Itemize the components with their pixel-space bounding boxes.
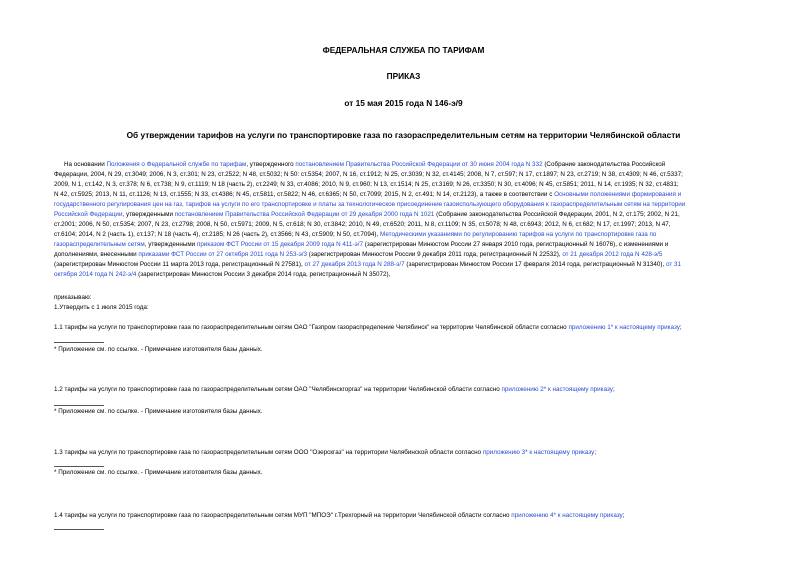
link-basic-provisions-cont[interactable]: государственного регулирования цен на газ, тарифов на услуги по его транспортировке и платы за технологическое присоединение газоиспользующего оборудования к газораспределительным сетям на территории: [54, 201, 686, 208]
footnote-divider: [54, 466, 104, 467]
preamble-line: На основании Положения о Федеральной службе по тарифам, утвержденного постановлением Правительства Российской Федерации от 30 июня 2004 года N 332 (Собрание законодательства Российской: [64, 161, 666, 168]
prikazyvayu: приказываю:: [54, 294, 92, 301]
link-appendix-2[interactable]: приложению 2* к настоящему приказу: [501, 386, 613, 393]
link-government-decree-332[interactable]: постановлением Правительства Российской Федерации от 30 июня 2004 года N 332: [295, 161, 543, 168]
date-number: от 15 мая 2015 года N 146-э/9: [344, 98, 463, 108]
footnote: * Приложение см. по ссылке. - Примечание изготовителя базы данных.: [54, 346, 263, 353]
footnote-divider: [54, 405, 104, 406]
link-order-242-end[interactable]: октября 2014 года N 242-э/4: [54, 271, 137, 278]
preamble-line: дополнениями, внесенными приказами ФСТ России от 27 октября 2011 года N 253-э/3 (зарегистрирован Минюстом России 9 декабря 2011 года, регистрационный N 22532), от 21 декабря 2012 года N 428-э/5: [54, 251, 663, 258]
link-basic-provisions[interactable]: Основными положениями формирования и: [554, 191, 682, 198]
preamble-line: Российской Федерации, утвержденными постановлением Правительства Российской Федерации от 29 декабря 2000 года N 1021 (Собрание законодательства Российской Федерации, 2001, N 2, ст.175; 2002, N 21,: [54, 211, 680, 218]
footnote: * Приложение см. по ссылке. - Примечание изготовителя базы данных.: [54, 408, 263, 415]
item-1: 1.Утвердить с 1 июля 2015 года:: [54, 304, 149, 311]
link-methodical-guidelines[interactable]: Методическими указаниями по регулированию тарифов на услуги по транспортировке газа по: [380, 231, 657, 238]
item-1-4: 1.4 тарифы на услуги по транспортировке газа по газораспределительным сетям МУП "МПОЭ" г.Трехгорный на территории Челябинской области согласно приложению 4* к настоящему приказу;: [54, 512, 625, 519]
item-1-3: 1.3 тарифы на услуги по транспортировке газа по газораспределительным сетям ООО "Озерскгаз" на территории Челябинской области согласно приложению 3* к настоящему приказу;: [54, 449, 597, 456]
link-order-253[interactable]: приказами ФСТ России от 27 октября 2011 года N 253-э/3: [138, 251, 308, 258]
document-title: Об утверждении тарифов на услуги по транспортировке газа по газораспределительным сетям на территории Челябинской области: [126, 130, 681, 140]
footnote-divider: [54, 342, 104, 343]
link-government-decree-1021[interactable]: постановлением Правительства Российской Федерации от 29 декабря 2000 года N 1021: [174, 211, 435, 218]
link-order-428[interactable]: от 21 декабря 2012 года N 428-э/5: [562, 251, 663, 258]
preamble-line: N 42, ст.5925; 2013, N 11, ст.1126; N 13, ст.1555; N 33, ст.4386; N 45, ст.5811, ст.5822; N 46, ст.6365; N 50, ст.7099; 2015, N 2, ст.491; N 14, ст.2123), а также в соответствии с Основными положениями формирования и: [54, 191, 682, 198]
link-appendix-4[interactable]: приложению 4* к настоящему приказу: [511, 512, 623, 519]
preamble-line: Федерации, 2004, N 29, ст.3049; 2006, N 3, ст.301; N 23, ст.2522; N 48, ст.5032; N 50: ст.5354; 2007, N 16, ст.1912; N 25, ст.3039; N 32, ст.4145; 2008, N 7, ст.597; N 17, ст.1897; N 23, ст.2719; N 38, ст.4309; N 46, ст.5337;: [54, 171, 683, 178]
link-appendix-1[interactable]: приложению 1* к настоящему приказу: [568, 324, 680, 331]
item-1-1: 1.1 тарифы на услуги по транспортировке газа по газораспределительным сетям ОАО "Газпром газораспределение Челябинск" на территории Челябинской области согласно приложению 1* к настоящему приказу;: [54, 324, 682, 331]
link-methodical-guidelines-end[interactable]: газораспределительным сетям: [54, 241, 145, 248]
link-order-242[interactable]: от 31: [665, 261, 681, 268]
footnote-divider: [54, 529, 104, 530]
item-1-2: 1.2 тарифы на услуги по транспортировке газа по газораспределительным сетям ОАО "Челябинскгоргаз" на территории Челябинской области согласно приложению 2* к настоящему приказу;: [54, 386, 615, 393]
preamble-line: ст.6104; 2014, N 2 (часть 1), ст.137; N 18 (часть 4), ст.2185; N 26 (часть 2), ст.3566; N 43, ст.5909; N 50, ст.7094), Методическими указаниями по регулированию тарифов на услуги по транспортировке газа по: [54, 231, 657, 238]
footnote: * Приложение см. по ссылке. - Примечание изготовителя базы данных.: [54, 469, 263, 476]
link-fst-regulation[interactable]: Положения о Федеральной службе по тарифам: [106, 161, 247, 168]
preamble-line: (зарегистрирован Минюстом России 11 марта 2013 года, регистрационный N 27581), от 27 декабря 2013 года N 288-э/7 (зарегистрирован Минюстом России 17 февраля 2014 года, регистрационный N 31340), от 31: [54, 261, 681, 268]
agency-title: ФЕДЕРАЛЬНАЯ СЛУЖБА ПО ТАРИФАМ: [322, 45, 485, 55]
link-order-411[interactable]: приказом ФСТ России от 15 декабря 2009 года N 411-э/7: [196, 241, 363, 248]
preamble-line: 2009, N 1, ст.142, N 3, ст.378; N 6, ст.738; N 9, ст.1119; N 18 (часть 2), ст.2249; N 33, ст.4086; 2010, N 9, ст.960; N 13, ст.1514; N 25, ст.3169; N 26, ст.3350; N 30, ст.4096; N 45, ст.5851; 2011, N 14, ст.1935; N 32, ст.4831;: [54, 181, 679, 188]
preamble-line: октября 2014 года N 242-э/4 (зарегистрирован Минюстом России 3 декабря 2014 года, регистрационный N 35072),: [54, 271, 391, 278]
preamble-line: [54, 200, 685, 210]
preamble-line: газораспределительным сетям, утвержденными приказом ФСТ России от 15 декабря 2009 года N 411-э/7 (зарегистрирован Минюстом России 27 января 2010 года, регистрационный N 16076), с изменениями и: [54, 241, 669, 248]
link-appendix-3[interactable]: приложению 3* к настоящему приказу: [482, 449, 595, 456]
doc-type: ПРИКАЗ: [386, 71, 421, 81]
preamble-line: ст.2001; 2006, N 50, ст.5354; 2007, N 23, ст.2798; 2008, N 50, ст.5971; 2009, N 5, ст.618; N 30, ст.3842; 2010, N 49, ст.6520; 2011, N 8, ст.1109; N 35, ст.5078; N 48, ст.6943; 2012, N 6, ст.682; N 17, ст.1997; 2013, N 47,: [54, 221, 671, 228]
link-basic-provisions-end[interactable]: Российской Федерации: [54, 211, 123, 218]
link-order-288[interactable]: от 27 декабря 2013 года N 288-э/7: [304, 261, 405, 268]
